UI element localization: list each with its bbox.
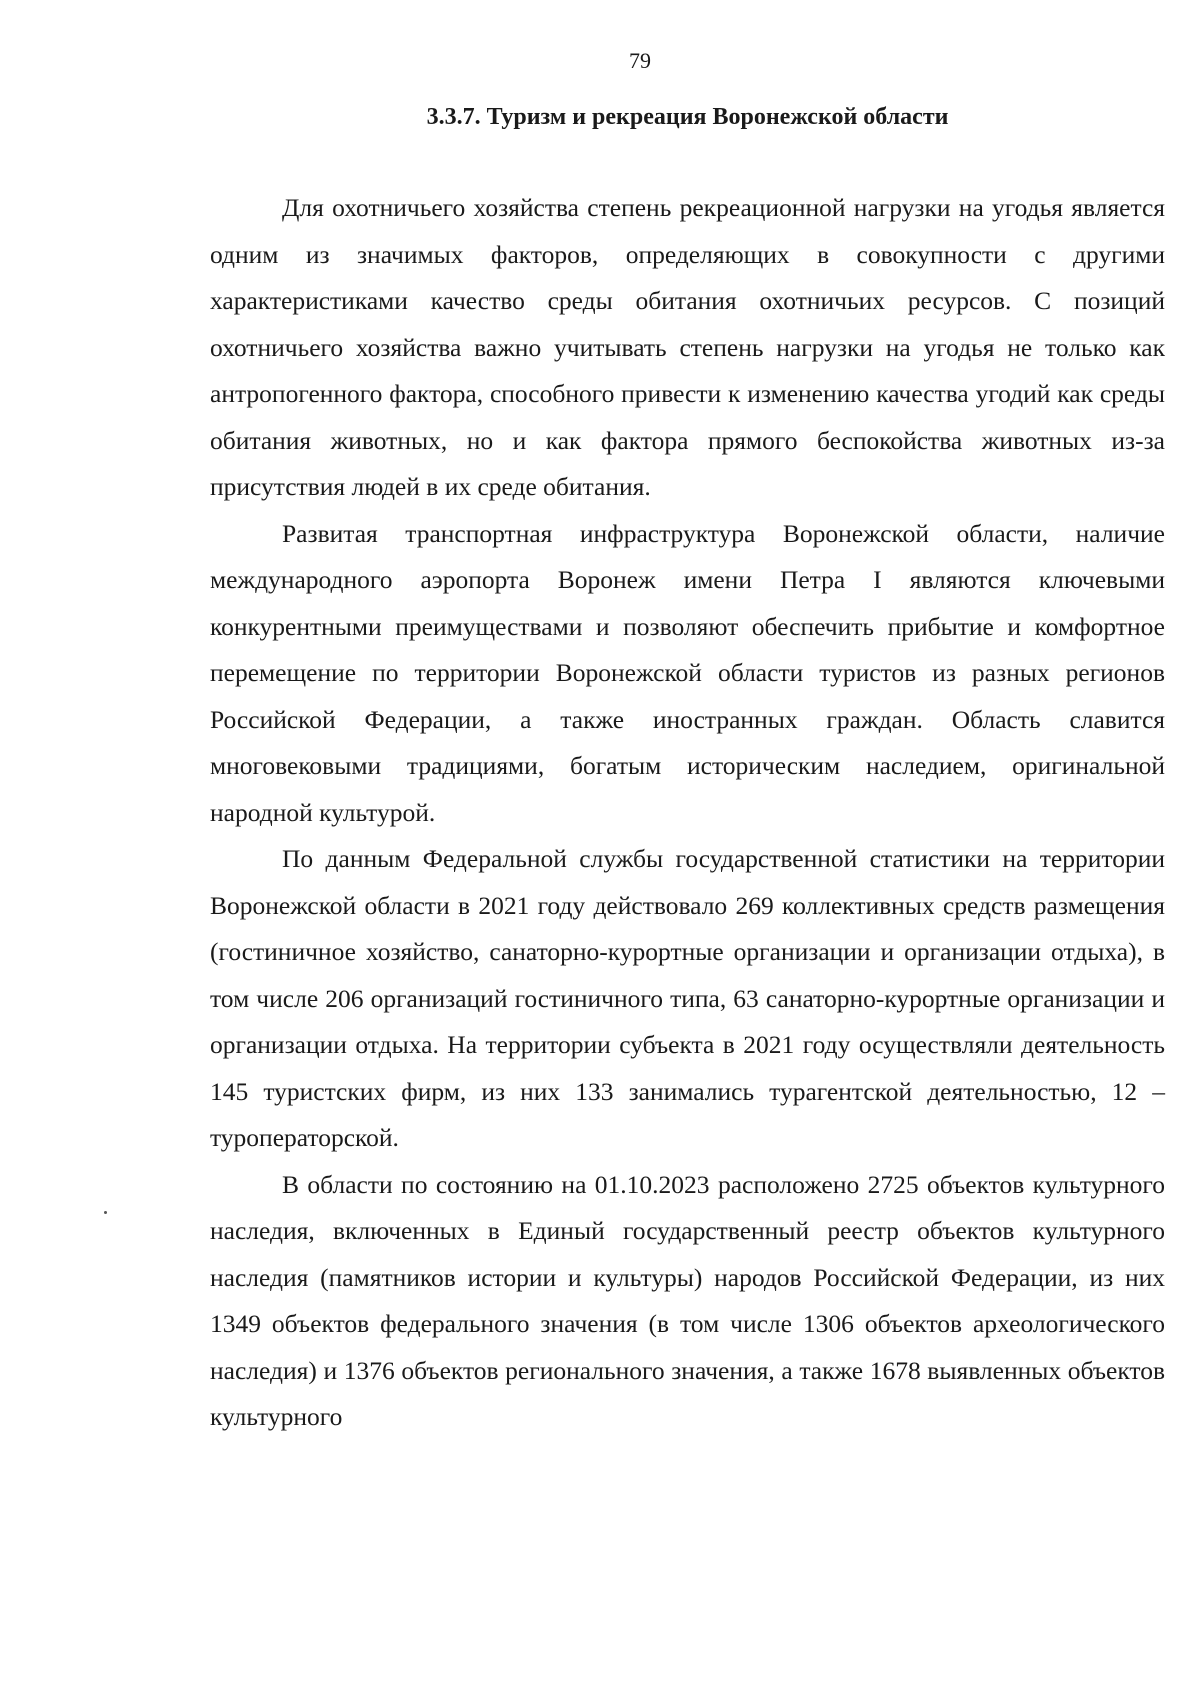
paragraph-accommodation-statistics: По данным Федеральной службы государственной статистики на территории Воронежской области в 2021 году действовало 269 коллективных средств размещения (гостиничное хозяйство, санаторно-курортные организации и организации отдыха), в том числе 206 организаций гостиничного типа, 63 санаторно-курортные организации и организации отдыха. На территории субъекта в 2021 году осуществляли деятельность 145 туристских фирм, из них 133 занимались турагентской деятельностью, 12 – туроператорской.: [210, 844, 1165, 1152]
paragraph-cultural-heritage: В области по состоянию на 01.10.2023 расположено 2725 объектов культурного наследия, включенных в Единый государственный реестр объектов культурного наследия (памятников истории и культуры) народов Российской Федерации, из них 1349 объектов федерального значения (в том числе 1306 объектов археологического наследия) и 1376 объектов регионального значения, а также 1678 выявленных объектов культурного: [210, 1169, 1165, 1431]
page-number-text: 79: [629, 48, 651, 73]
scan-dot-mark: [104, 1211, 107, 1214]
paragraph-transport-infrastructure: Развитая транспортная инфраструктура Воронежской области, наличие международного аэропорта Воронеж имени Петра I являются ключевыми конкурентными преимуществами и позволяют обеспечить прибытие и комфортное перемещение по территории Воронежской области туристов из разных регионов Российской Федерации, а также иностранных граждан. Область славится многовековыми традициями, богатым историческим наследием, оригинальной народной культурой.: [210, 518, 1165, 827]
section-heading: 3.3.7. Туризм и рекреация Воронежской области: [426, 104, 949, 130]
page-number: [0, 48, 1200, 74]
paragraph-hunting-recreation: Для охотничьего хозяйства степень рекреационной нагрузки на угодья является одним из значимых факторов, определяющих в совокупности с другими характеристиками качество среды обитания охотничьих ресурсов. С позиций охотничьего хозяйства важно учитывать степень нагрузки на угодья не только как антропогенного фактора, способного привести к изменению качества угодий как среды обитания животных, но и как фактора прямого беспокойства животных из-за присутствия людей в их среде обитания.: [210, 193, 1165, 501]
body-text: [210, 185, 1165, 1441]
